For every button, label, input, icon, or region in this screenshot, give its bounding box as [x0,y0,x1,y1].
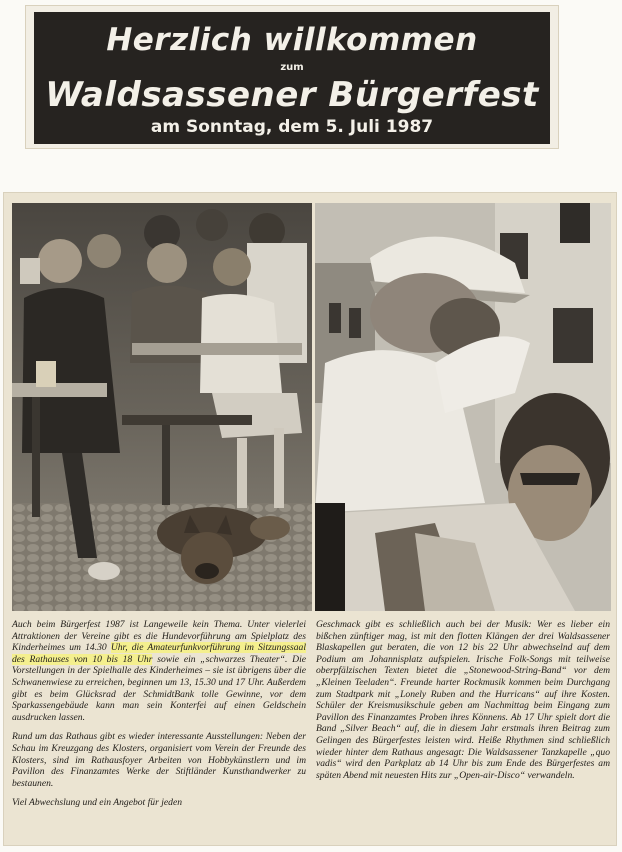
text-attractions-intro: Auch beim Bürgerfest 1987 ist Langeweile kein Thema. Unter vielerlei Attraktionen der Vereine gibt es die Hundevorführung am Spielplatz des Kinderheimes um 14.30 [12,619,306,654]
photo-couple-embracing [315,203,611,611]
headline-zum: zum [280,62,304,73]
photo-crowd-at-tables-with-dog [12,203,312,611]
article-clipping [4,193,616,845]
paragraph-attractions [12,619,306,723]
paragraph-music: Geschmack gibt es schließlich auch bei der Musik: Wer es lieber ein bißchen zünftiger mag, ist mit den flotten Klängen der drei Waldsassener Blaskapellen gut beraten, die von 12 bis 22 Uhr abwechselnd auf dem Podium am Johannisplatz aufspielen. Irische Folk-Songs mit teilweise oberpfälzischen Texten bietet die „Stonewood-String-Band“ vor dem „Kleinen Teeladen“. Freunde harter Rockmusik kommen beim Durchgang zum Stadtpark mit „Lonely Ruben and the Hurricans“ auf ihre Kosten. Schüler der Kreismusikschule geben am Nachmittag beim Eingang zum Pavillon des Finanzamtes Proben ihres Könnens. Ab 17 Uhr spielt dort die Band „Silver Beach“ auf, die in diesem Jahr erstmals ihren Beitrag zum Gelingen des Bürgerfestes leisten wird. Heiße Rhythmen sind schließlich wieder hinter dem Rathaus angesagt: Die Waldsassener Tanzkapelle „quo vadis“ wird den Parkplatz ab 14 Uhr bis zum Ende des Bürgerfestes am späten Abend mit neuesten Hits zur „Open-air-Disco“ verwandeln. [316,619,610,781]
headline-welcome: Herzlich willkommen [106,22,478,58]
highlighted-text-amateur-radio: Uhr, die Amateurfunkvorführung im Sitzungssaal des Rathauses von 10 bis 18 Uhr [12,642,306,665]
header-clipping [26,6,558,148]
text-attractions-rest: sowie ein „schwarzes Theater“. Die Vorstellungen in der Spielhalle des Kinderheimes – sie ist übrigens über die Schwanenwiese zu erreichen, beginnen um 13, 15.30 und 17 Uhr. Außerdem gibt es beim Glücksrad der SchmidtBank tolle Gewinne, vor dem Sparkassengebäude kann man sein Konterfei auf einen Geldschein ausdrucken lassen. [12,653,307,723]
headline-event-name: Waldsassener Bürgerfest [45,75,539,115]
article-column-left [12,619,306,809]
paragraph-exhibitions: Rund um das Rathaus gibt es wieder interessante Ausstellungen: Neben der Schau im Kreuzgang des Klosters, organisiert vom Verein der Freunde des Klosters, sind im Rathausfoyer Arbeiten von Hobbykünstlern und im Pavillon des Finanzamtes Werke der Stiftländer Kunsthandwerker zu bestaunen. [12,731,306,789]
headline-date: am Sonntag, dem 5. Juli 1987 [150,117,434,137]
headline-banner [34,12,550,144]
paragraph-variety: Viel Abwechslung und ein Angebot für jeden [12,797,182,809]
article-column-right [316,619,610,781]
